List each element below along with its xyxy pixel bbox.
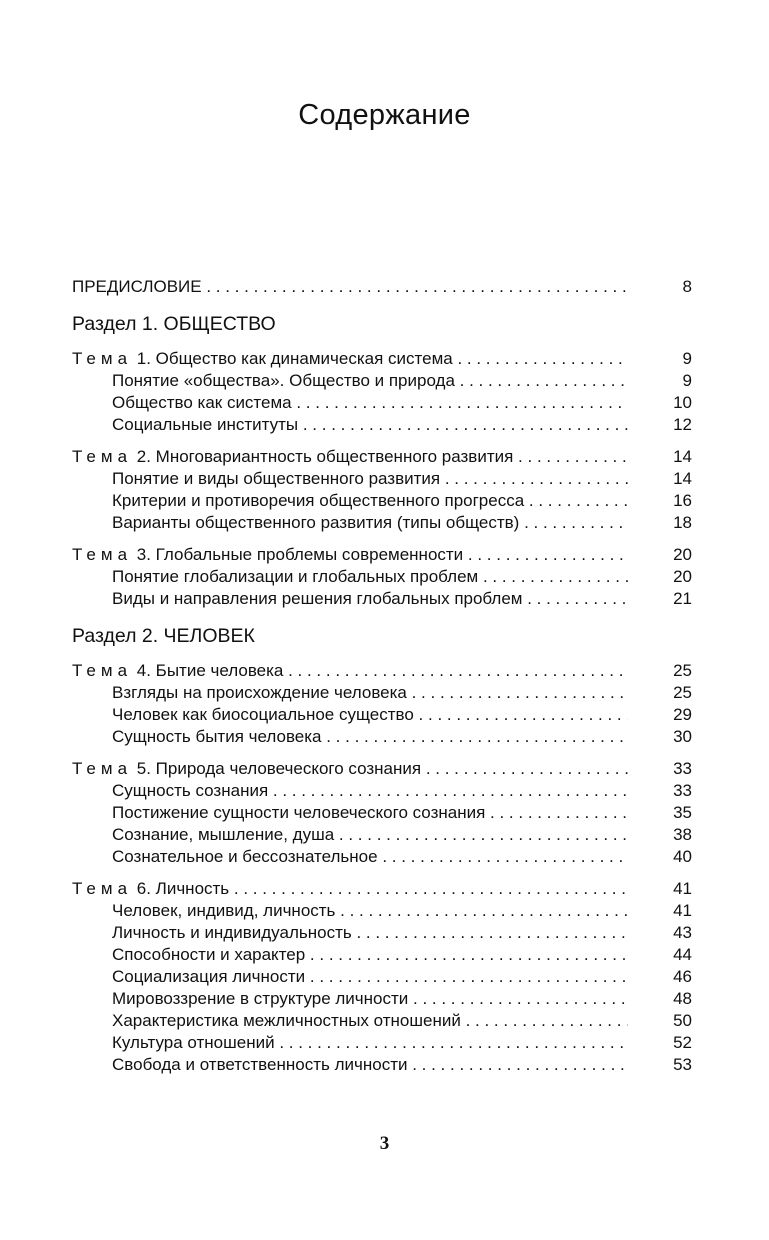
- toc-entry-title: Тема 3. Глобальные проблемы современности . . .: [72, 544, 628, 566]
- toc-entry-title: Понятие «общества». Общество и природа . . .: [112, 370, 628, 392]
- toc-topic[interactable]: [72, 878, 692, 900]
- toc-item[interactable]: [72, 846, 692, 868]
- toc-entry-page: 10: [673, 393, 692, 412]
- toc-entry-page: 9: [682, 371, 692, 390]
- toc-topic[interactable]: [72, 348, 692, 370]
- toc-entry-page: 14: [673, 447, 692, 466]
- toc-entry-title: Свобода и ответственность личности . . .: [112, 1054, 628, 1076]
- toc-entry-page: 14: [673, 469, 692, 488]
- toc-entry-title: Общество как система . . .: [112, 392, 628, 414]
- toc-entry-page: 41: [673, 901, 692, 920]
- toc-entry-page: 29: [673, 705, 692, 724]
- toc-entry-page: 25: [673, 661, 692, 680]
- toc-entry-title: Понятие и виды общественного развития . . .: [112, 468, 628, 490]
- toc-entry-title: Личность и индивидуальность . . .: [112, 922, 628, 944]
- toc-entry-title: Человек как биосоциальное существо . . .: [112, 704, 628, 726]
- toc-entry-title: Критерии и противоречия общественного прогресса . . .: [112, 490, 628, 512]
- toc-entry-page: 46: [673, 967, 692, 986]
- page-title: Содержание: [298, 99, 471, 132]
- toc-item[interactable]: [72, 490, 692, 512]
- toc-entry-page: 53: [673, 1055, 692, 1074]
- toc-entry-page: 35: [673, 803, 692, 822]
- toc-entry-page: 50: [673, 1011, 692, 1030]
- toc-entry-page: 30: [673, 727, 692, 746]
- toc-entry-page: 33: [673, 759, 692, 778]
- toc-entry-title: Культура отношений . . .: [112, 1032, 628, 1054]
- toc-entry-title: Тема 6. Личность . . .: [72, 878, 628, 900]
- table-of-contents: [72, 276, 692, 1076]
- toc-item[interactable]: [72, 588, 692, 610]
- toc-entry-page: 38: [673, 825, 692, 844]
- toc-entry-page: 20: [673, 545, 692, 564]
- toc-item[interactable]: [72, 988, 692, 1010]
- toc-item[interactable]: [72, 780, 692, 802]
- toc-entry-page: 8: [682, 277, 692, 296]
- toc-entry-title: Тема 2. Многовариантность общественного развития . . .: [72, 446, 628, 468]
- toc-entry-title: Характеристика межличностных отношений . . .: [112, 1010, 628, 1032]
- toc-entry-title: Человек, индивид, личность . . .: [112, 900, 628, 922]
- toc-entry-title: Социализация личности . . .: [112, 966, 628, 988]
- toc-item[interactable]: [72, 370, 692, 392]
- toc-entry-title: Социальные институты . . .: [112, 414, 628, 436]
- toc-topic[interactable]: [72, 544, 692, 566]
- toc-entry-page: 18: [673, 513, 692, 532]
- toc-item[interactable]: [72, 922, 692, 944]
- toc-item[interactable]: [72, 726, 692, 748]
- toc-entry-page: 40: [673, 847, 692, 866]
- toc-entry-title: Сознательное и бессознательное . . .: [112, 846, 628, 868]
- toc-entry-title: Тема 4. Бытие человека . . .: [72, 660, 628, 682]
- toc-entry-title: Понятие глобализации и глобальных проблем . . .: [112, 566, 628, 588]
- toc-entry-page: 12: [673, 415, 692, 434]
- toc-entry-page: 9: [682, 349, 692, 368]
- toc-item[interactable]: [72, 704, 692, 726]
- toc-topic[interactable]: [72, 660, 692, 682]
- toc-entry-page: 52: [673, 1033, 692, 1052]
- toc-entry-title: ПРЕДИСЛОВИЕ . . .: [72, 276, 628, 298]
- toc-entry-title: Сущность сознания . . .: [112, 780, 628, 802]
- toc-entry-title: Сущность бытия человека . . .: [112, 726, 628, 748]
- toc-item[interactable]: [72, 682, 692, 704]
- toc-entry-page: 33: [673, 781, 692, 800]
- page-number: 3: [379, 1133, 390, 1154]
- toc-topic[interactable]: [72, 758, 692, 780]
- toc-item[interactable]: [72, 1054, 692, 1076]
- toc-entry-title: Тема 1. Общество как динамическая система . . .: [72, 348, 628, 370]
- section-heading: Раздел 1. ОБЩЕСТВО: [72, 313, 276, 335]
- toc-entry-page: 48: [673, 989, 692, 1008]
- toc-item[interactable]: [72, 802, 692, 824]
- toc-item[interactable]: [72, 824, 692, 846]
- toc-item[interactable]: [72, 392, 692, 414]
- toc-topic[interactable]: [72, 446, 692, 468]
- toc-entry-page: 44: [673, 945, 692, 964]
- toc-entry-page: 43: [673, 923, 692, 942]
- toc-item[interactable]: [72, 1010, 692, 1032]
- toc-entry-page: 41: [673, 879, 692, 898]
- toc-item[interactable]: [72, 966, 692, 988]
- toc-entry-page: 21: [673, 589, 692, 608]
- toc-entry-page: 25: [673, 683, 692, 702]
- toc-entry-title: Сознание, мышление, душа . . .: [112, 824, 628, 846]
- toc-entry-title: Виды и направления решения глобальных проблем . . .: [112, 588, 628, 610]
- toc-item[interactable]: [72, 944, 692, 966]
- toc-item[interactable]: [72, 1032, 692, 1054]
- toc-item[interactable]: [72, 512, 692, 534]
- toc-entry-title: Варианты общественного развития (типы обществ) . . .: [112, 512, 628, 534]
- toc-entry-title: Взгляды на происхождение человека . . .: [112, 682, 628, 704]
- section-heading: Раздел 2. ЧЕЛОВЕК: [72, 625, 255, 647]
- toc-item[interactable]: [72, 900, 692, 922]
- toc-entry-page: 20: [673, 567, 692, 586]
- toc-entry-title: Мировоззрение в структуре личности . . .: [112, 988, 628, 1010]
- toc-item[interactable]: [72, 468, 692, 490]
- toc-item[interactable]: [72, 414, 692, 436]
- toc-entry-preface[interactable]: [72, 276, 692, 298]
- toc-item[interactable]: [72, 566, 692, 588]
- toc-entry-page: 16: [673, 491, 692, 510]
- toc-entry-title: Способности и характер . . .: [112, 944, 628, 966]
- toc-entry-title: Постижение сущности человеческого сознания . . .: [112, 802, 628, 824]
- toc-entry-title: Тема 5. Природа человеческого сознания . . .: [72, 758, 628, 780]
